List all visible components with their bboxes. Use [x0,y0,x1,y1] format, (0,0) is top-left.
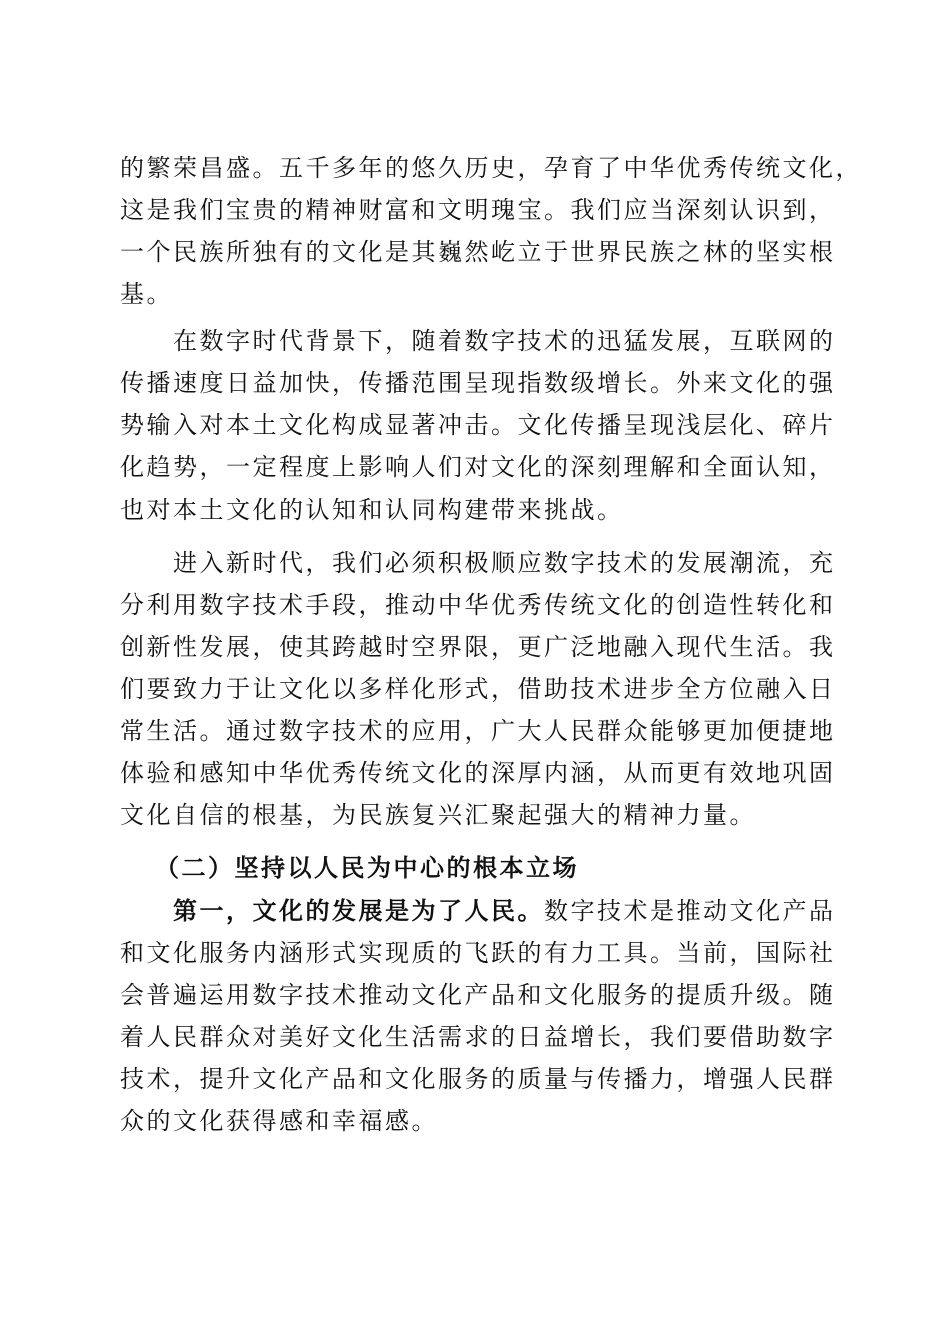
text-line [173,890,836,932]
text-line: 技术，提升文化产品和文化服务的质量与传播力，增强人民群 [120,1065,836,1093]
text-line: 会普遍运用数字技术推动文化产品和文化服务的提质升级。随 [120,981,836,1009]
text-line: 这是我们宝贵的精神财富和文明瑰宝。我们应当深刻认识到， [120,196,836,224]
text-line: 传播速度日益加快，传播范围呈现指数级增长。外来文化的强 [120,369,836,397]
text-line: 常生活。通过数字技术的应用，广大人民群众能够更加便捷地 [120,717,836,745]
text-line: 着人民群众对美好文化生活需求的日益增长，我们要借助数字 [120,1023,836,1051]
text-line: 的繁荣昌盛。五千多年的悠久历史，孕育了中华优秀传统文化， [120,154,862,182]
text-line: 化趋势，一定程度上影响人们对文化的深刻理解和全面认知， [120,453,836,481]
section-heading: （二）坚持以人民为中心的根本立场 [155,853,579,882]
text-line: 文化自信的根基，为民族复兴汇聚起强大的精神力量。 [120,801,756,829]
text-line: 基。 [120,280,173,308]
lead-rest: 数字技术是推动文化产品 [544,897,836,925]
text-line: 分利用数字技术手段，推动中华优秀传统文化的创造性转化和 [120,591,836,619]
text-line: 创新性发展，使其跨越时空界限，更广泛地融入现代生活。我 [120,633,836,661]
text-line: 在数字时代背景下，随着数字技术的迅猛发展，互联网的 [173,327,836,355]
lead-sentence: 第一，文化的发展是为了人民。 [173,896,544,925]
text-line: 们要致力于让文化以多样化形式，借助技术进步全方位融入日 [120,675,836,703]
text-line: 一个民族所独有的文化是其巍然屹立于世界民族之林的坚实根 [120,238,836,266]
text-line: 体验和感知中华优秀传统文化的深厚内涵，从而更有效地巩固 [120,759,836,787]
text-line: 进入新时代，我们必须积极顺应数字技术的发展潮流，充 [173,549,836,577]
text-line: 众的文化获得感和幸福感。 [120,1107,438,1135]
text-line: 和文化服务内涵形式实现质的飞跃的有力工具。当前，国际社 [120,939,836,967]
text-line: 势输入对本土文化构成显著冲击。文化传播呈现浅层化、碎片 [120,411,836,439]
text-line: 也对本土文化的认知和认同构建带来挑战。 [120,496,624,524]
